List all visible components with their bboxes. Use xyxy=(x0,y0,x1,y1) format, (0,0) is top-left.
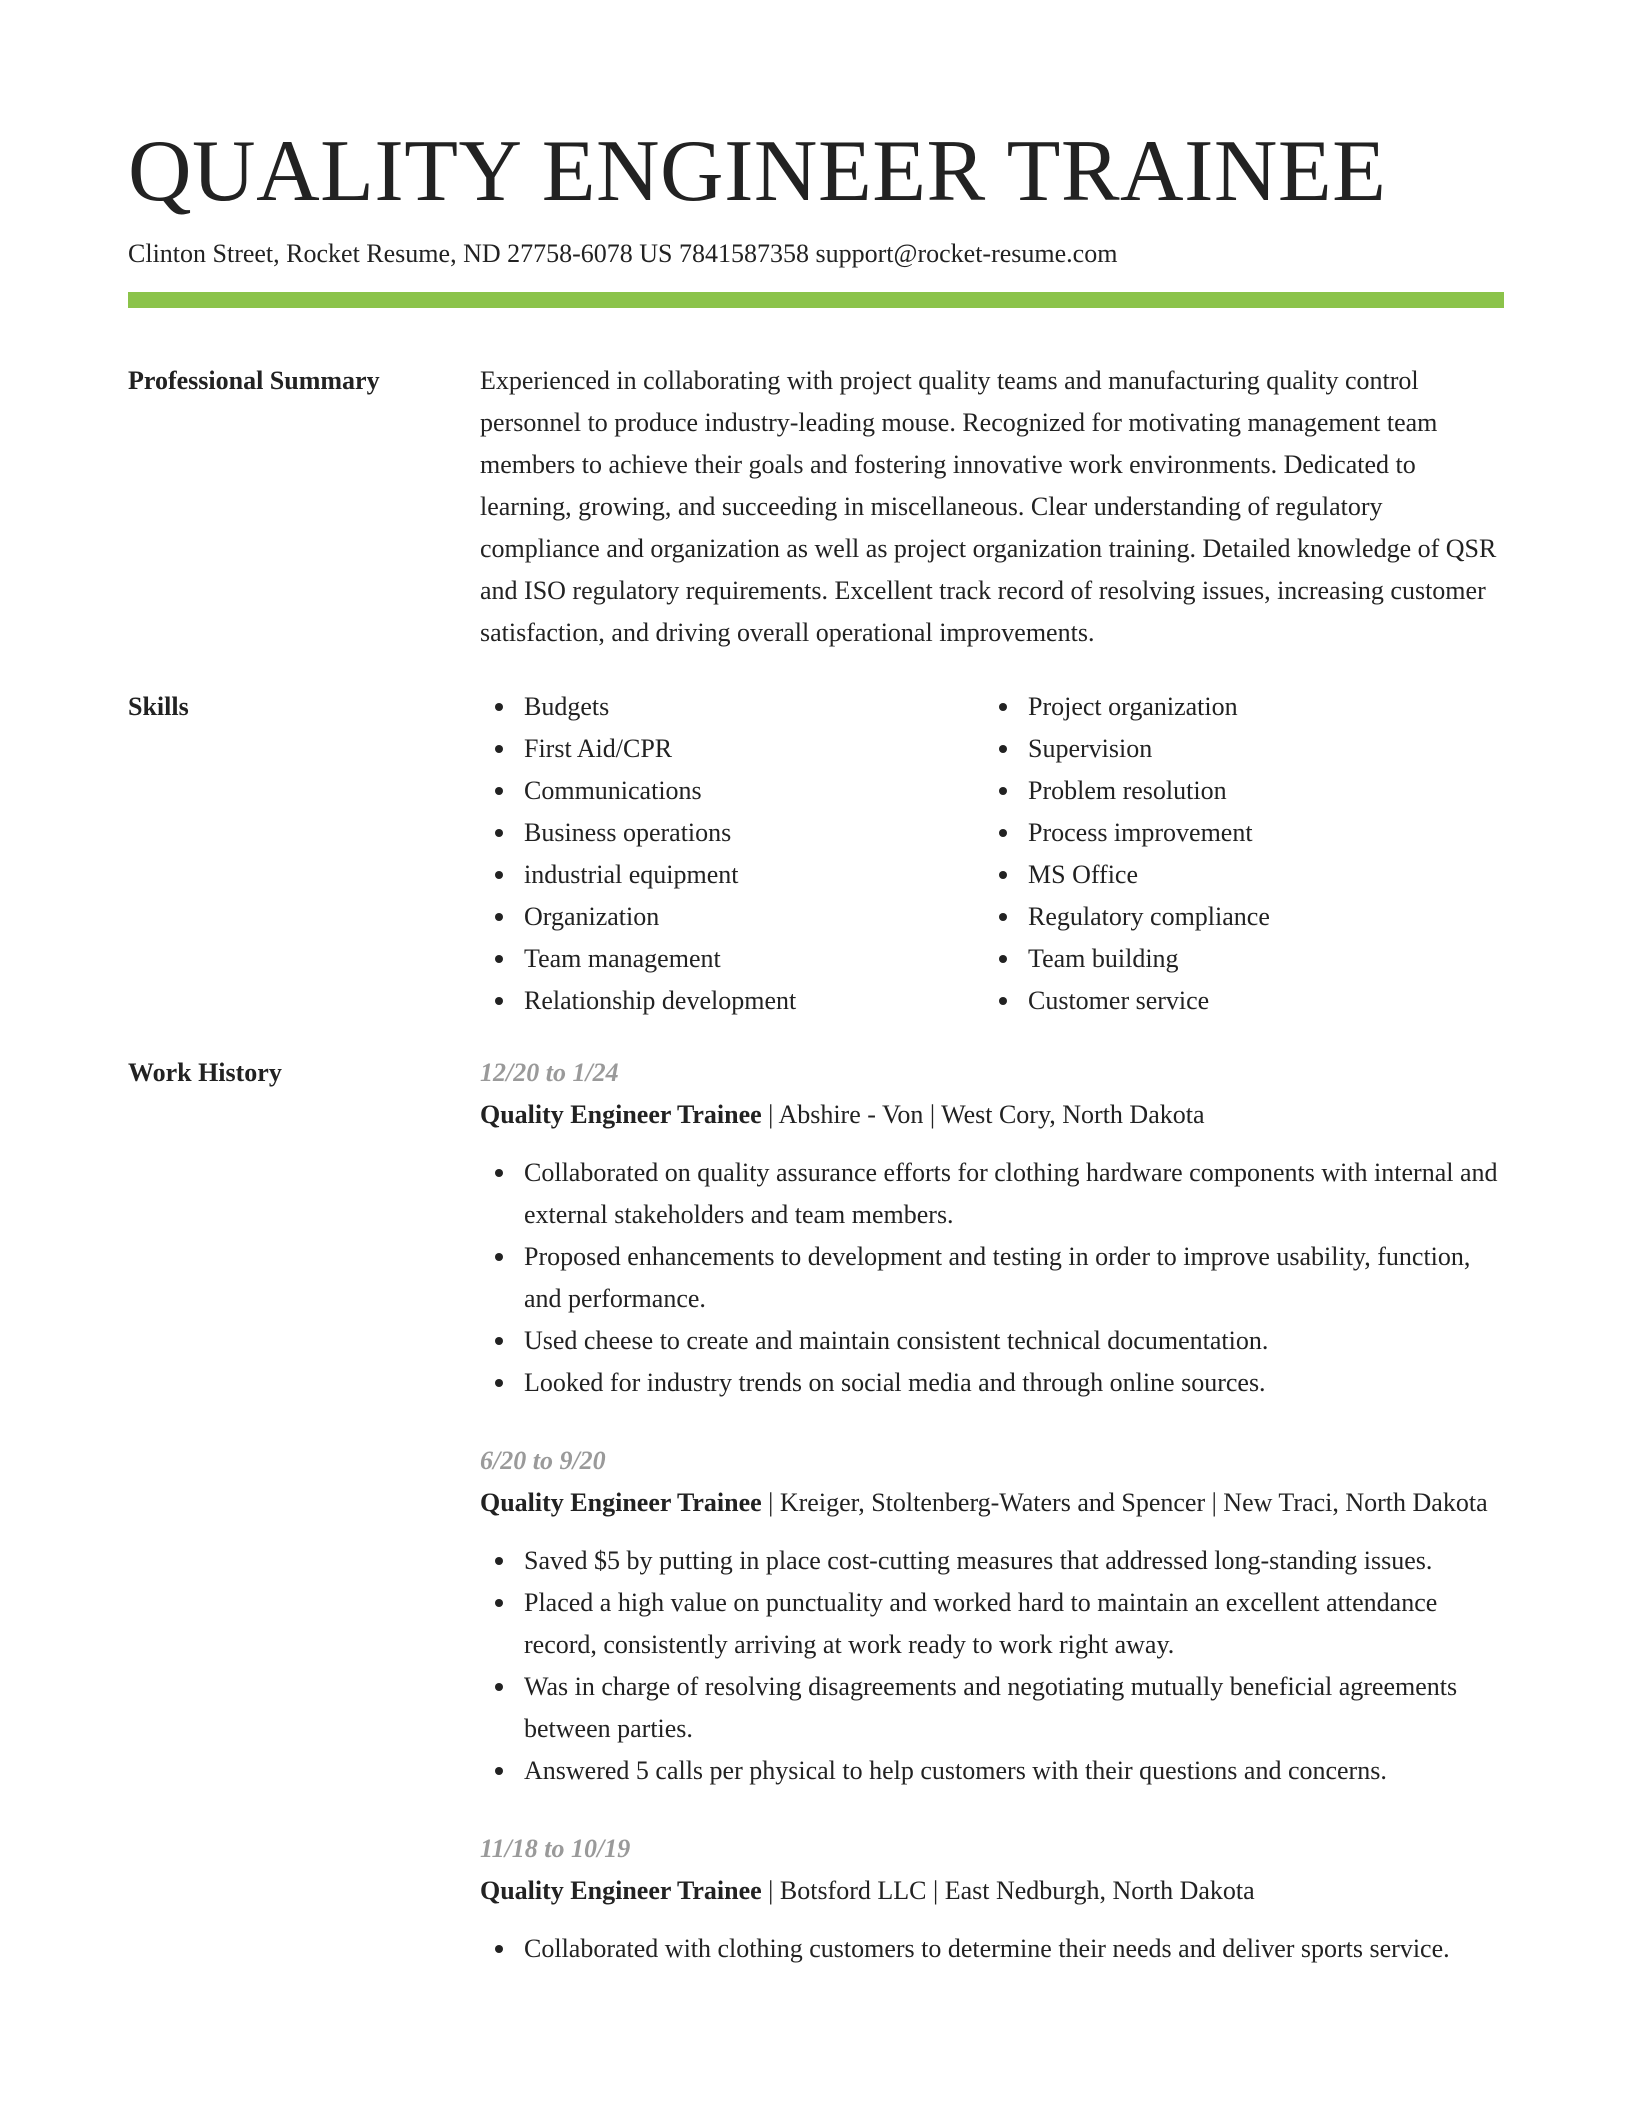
job-title: Quality Engineer Trainee xyxy=(480,1100,762,1129)
job-heading xyxy=(480,1482,1504,1524)
work-history-section xyxy=(128,1052,1504,2006)
work-history-list xyxy=(480,1052,1504,2006)
job-dates: 12/20 to 1/24 xyxy=(480,1058,619,1087)
job-entry xyxy=(480,1828,1504,1970)
skills-column-right xyxy=(984,686,1488,1022)
skill-item: Project organization xyxy=(984,686,1488,728)
skill-item: Team management xyxy=(480,938,984,980)
skill-item: Customer service xyxy=(984,980,1488,1022)
job-title: Quality Engineer Trainee xyxy=(480,1876,762,1905)
job-employer-location: | Abshire - Von | West Cory, North Dakota xyxy=(761,1100,1205,1129)
job-heading xyxy=(480,1094,1504,1136)
skills-column-left xyxy=(480,686,984,1022)
resume-page xyxy=(128,120,1504,2006)
skills-section xyxy=(128,686,1504,1022)
job-bullet: Looked for industry trends on social media and through online sources. xyxy=(480,1362,1504,1404)
section-label-summary: Professional Summary xyxy=(128,366,380,395)
summary-text: Experienced in collaborating with project quality teams and manufacturing quality control personnel to produce industry-leading mouse. Recognized for motivating management team members to achieve their goals and fostering innovative work environments. Dedicated to learning, growing, and succeeding in miscellaneous. Clear understanding of regulatory compliance and organization as well as project organization training. Detailed knowledge of QSR and ISO regulatory requirements. Excellent track record of resolving issues, increasing customer satisfaction, and driving overall operational improvements. xyxy=(480,366,1497,647)
job-bullets xyxy=(480,1540,1504,1792)
job-bullet: Was in charge of resolving disagreements and negotiating mutually beneficial agreements between parties. xyxy=(480,1666,1504,1750)
job-bullets xyxy=(480,1152,1504,1404)
job-bullet: Saved $5 by putting in place cost-cutting measures that addressed long-standing issues. xyxy=(480,1540,1504,1582)
summary-section xyxy=(128,360,1504,654)
job-bullet: Answered 5 calls per physical to help customers with their questions and concerns. xyxy=(480,1750,1504,1792)
skill-item: Communications xyxy=(480,770,984,812)
job-dates: 11/18 to 10/19 xyxy=(480,1834,631,1863)
skill-item: Regulatory compliance xyxy=(984,896,1488,938)
skill-item: Organization xyxy=(480,896,984,938)
skill-item: Problem resolution xyxy=(984,770,1488,812)
resume-title: QUALITY ENGINEER TRAINEE xyxy=(128,123,1387,220)
job-dates: 6/20 to 9/20 xyxy=(480,1446,606,1475)
contact-line: Clinton Street, Rocket Resume, ND 27758-6078 US 7841587358 support@rocket-resume.com xyxy=(128,239,1118,268)
job-bullet: Placed a high value on punctuality and worked hard to maintain an excellent attendance record, consistently arriving at work ready to work right away. xyxy=(480,1582,1504,1666)
job-title: Quality Engineer Trainee xyxy=(480,1488,762,1517)
section-label-work-history: Work History xyxy=(128,1058,282,1087)
skill-item: First Aid/CPR xyxy=(480,728,984,770)
skill-item: Business operations xyxy=(480,812,984,854)
skill-item: Team building xyxy=(984,938,1488,980)
job-bullet: Collaborated on quality assurance efforts for clothing hardware components with internal and external stakeholders and team members. xyxy=(480,1152,1504,1236)
job-entry xyxy=(480,1052,1504,1404)
job-bullet: Used cheese to create and maintain consistent technical documentation. xyxy=(480,1320,1504,1362)
skill-item: industrial equipment xyxy=(480,854,984,896)
job-bullet: Proposed enhancements to development and testing in order to improve usability, function, and performance. xyxy=(480,1236,1504,1320)
job-bullet: Collaborated with clothing customers to determine their needs and deliver sports service. xyxy=(480,1928,1504,1970)
job-entry xyxy=(480,1440,1504,1792)
job-employer-location: | Kreiger, Stoltenberg-Waters and Spencer | New Traci, North Dakota xyxy=(761,1488,1488,1517)
section-label-skills: Skills xyxy=(128,692,189,721)
skill-item: MS Office xyxy=(984,854,1488,896)
skill-item: Process improvement xyxy=(984,812,1488,854)
skill-item: Supervision xyxy=(984,728,1488,770)
skill-item: Budgets xyxy=(480,686,984,728)
accent-rule xyxy=(128,292,1504,308)
skill-item: Relationship development xyxy=(480,980,984,1022)
job-employer-location: | Botsford LLC | East Nedburgh, North Dakota xyxy=(761,1876,1255,1905)
job-heading xyxy=(480,1870,1504,1912)
job-bullets xyxy=(480,1928,1504,1970)
